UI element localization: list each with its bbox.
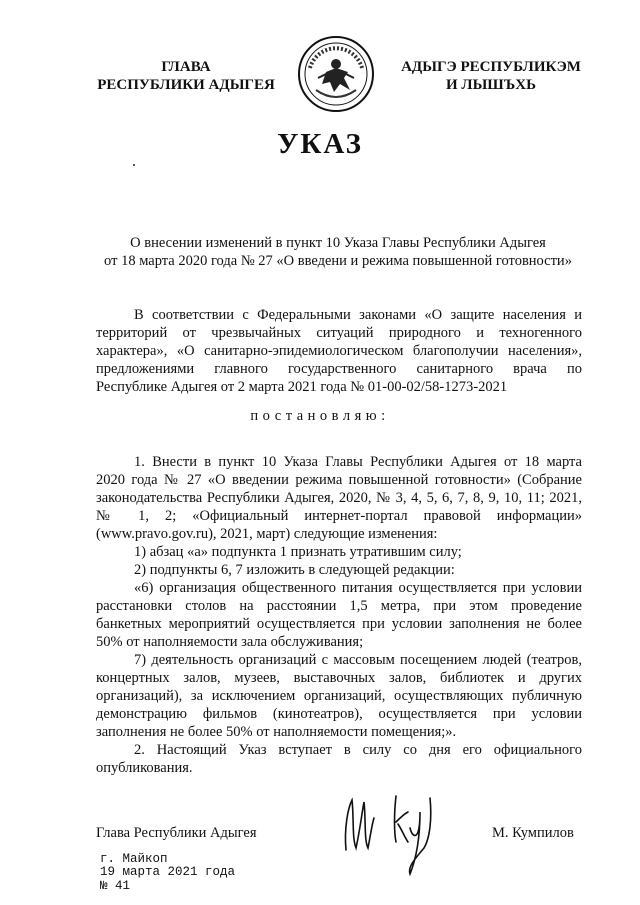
handwritten-signature: [338, 778, 448, 878]
subpoint-7: [96, 651, 582, 741]
subject-line: О внесении изменений в пункт 10 Указа Главы Республики Адыгея: [130, 235, 546, 251]
subpoint-6: [96, 579, 582, 651]
footer-date: 19 марта 2021 года: [100, 865, 236, 879]
preamble: [96, 306, 582, 396]
header-right: [398, 58, 584, 94]
header-right-line-2: И ЛЫШЪХЬ: [445, 77, 537, 93]
item-1-line: 2020 года № 27 «О введении режима повышенной готовности» (Собрание: [96, 472, 582, 488]
subpoint-6-line: расстановки столов на расстоянии 1,5 метра, при этом проведение: [96, 598, 582, 614]
subpoint-7-line: концертных залов, музеев, выставочных залов, библиотек и других: [96, 670, 582, 686]
header-left: [88, 58, 284, 94]
preamble-line: В соответствии с Федеральными законами «О защите населения и: [134, 307, 582, 323]
item-1-line: 1. Внести в пункт 10 Указа Главы Республики Адыгея от 18 марта: [134, 454, 582, 470]
preamble-line: территорий от чрезвычайных ситуаций природного и техногенного: [96, 325, 582, 341]
subpoint-7-line: 7) деятельность организаций с массовым посещением людей (театров,: [134, 652, 582, 668]
scan-speck: [133, 164, 135, 166]
item-1-subpoint-1: 1) абзац «а» подпункта 1 признать утратившим силу;: [134, 544, 462, 560]
item-1: [96, 453, 582, 543]
footer-place: г. Майкоп: [100, 852, 168, 866]
item-2: [96, 741, 582, 777]
preamble-line: предложениями главного государственного санитарного врача по: [96, 361, 582, 377]
item-2-line: 2. Настоящий Указ вступает в силу со дня его официального: [134, 742, 582, 758]
item-2-line: опубликования.: [96, 760, 193, 776]
subpoint-7-line: организаций), за исключением организаций, осуществляющих публичную: [96, 688, 582, 704]
header-left-line-1: ГЛАВА: [161, 59, 211, 75]
signatory-position: Глава Республики Адыгея: [96, 825, 257, 841]
header-left-line-2: РЕСПУБЛИКИ АДЫГЕЯ: [97, 77, 275, 93]
coat-of-arms-icon: [296, 34, 376, 114]
footer-number: № 41: [100, 879, 131, 893]
item-1-subpoint-2: 2) подпункты 6, 7 изложить в следующей редакции:: [134, 562, 455, 578]
subpoint-6-line: 50% от наполняемости зала обслуживания;: [96, 634, 364, 650]
header-right-line-1: АДЫГЭ РЕСПУБЛИКЭМ: [401, 59, 581, 75]
item-1-line: законодательства Республики Адыгея, 2020, № 3, 4, 5, 6, 7, 8, 9, 10, 11; 2021,: [96, 490, 582, 506]
decree-word: постановляю:: [250, 408, 390, 424]
preamble-line: Республике Адыгея от 2 марта 2021 года № 01-00-02/58-1273-2021: [96, 379, 508, 395]
item-1-line: № 1, 2; «Официальный интернет-портал правовой информации»: [96, 508, 582, 524]
subpoint-6-line: «6) организация общественного питания осуществляется при условии: [134, 580, 582, 596]
subpoint-6-line: банкетных мероприятий осуществляется при условии заполнения не более: [96, 616, 582, 632]
item-1-line: (www.pravo.gov.ru), 2021, март) следующие изменения:: [96, 526, 438, 542]
preamble-line: характера», «О санитарно-эпидемиологическом благополучии населения»,: [96, 343, 582, 359]
subpoint-7-line: демонстрацию фильмов (кинотеатров), осуществляется при условии: [96, 706, 582, 722]
subject-line: от 18 марта 2020 года № 27 «О введени и режима повышенной готовности»: [104, 253, 572, 269]
document-title: УКАЗ: [277, 128, 363, 160]
document-subject: [90, 234, 586, 270]
subpoint-7-line: заполнения не более 50% от наполняемости помещения;».: [96, 724, 457, 740]
signatory-name: М. Кумпилов: [492, 825, 574, 841]
